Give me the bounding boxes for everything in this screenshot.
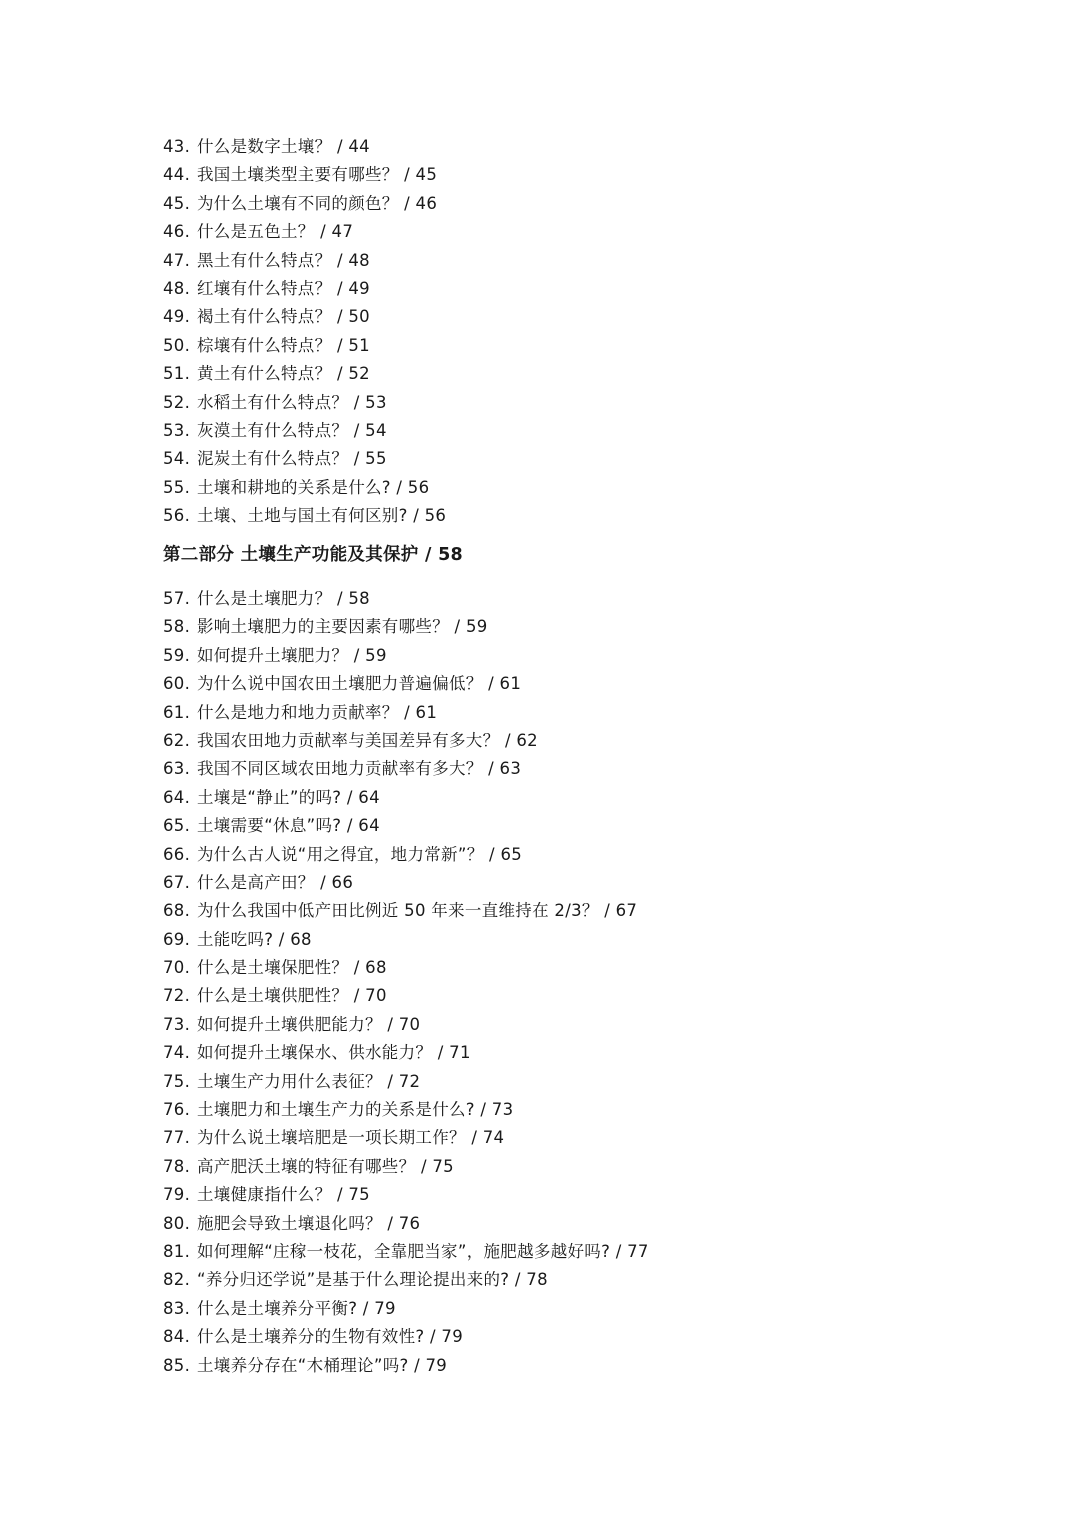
toc-entry <box>163 1039 1003 1067</box>
toc-entry <box>163 1011 1003 1039</box>
toc-entry <box>163 982 1003 1010</box>
toc-entry <box>163 133 1003 161</box>
toc-entry-number: 64. <box>163 787 191 807</box>
toc-entry <box>163 1323 1003 1351</box>
toc-entry-title: 为什么我国中低产田比例近 50 年来一直维持在 2/3？ / 67 <box>197 901 638 921</box>
toc-entry <box>163 474 1003 502</box>
toc-entry-number: 77. <box>163 1128 191 1148</box>
toc-entry-number: 76. <box>163 1100 191 1120</box>
toc-entry <box>163 332 1003 360</box>
toc-entry-title: 土壤需要“休息”吗? / 64 <box>197 816 380 836</box>
toc-entry-number: 80. <box>163 1213 191 1233</box>
toc-entry-number: 56. <box>163 506 191 526</box>
toc-entry-title: 什么是土壤保肥性？ / 68 <box>197 958 387 978</box>
toc-entry <box>163 1352 1003 1380</box>
toc-entry-title: 为什么土壤有不同的颜色？ / 46 <box>197 193 438 213</box>
toc-list-part-one <box>163 133 1003 530</box>
toc-entry-title: 灰漠土有什么特点？ / 54 <box>197 420 387 440</box>
toc-entry <box>163 755 1003 783</box>
toc-entry <box>163 869 1003 897</box>
toc-entry-title: 土壤生产力用什么表征？ / 72 <box>197 1071 421 1091</box>
toc-entry-title: 如何提升土壤供肥能力？ / 70 <box>197 1014 421 1034</box>
toc-entry-title: 水稻土有什么特点？ / 53 <box>197 392 387 412</box>
toc-entry-title: 高产肥沃土壤的特征有哪些？ / 75 <box>197 1156 454 1176</box>
toc-entry-title: 土壤养分存在“木桶理论”吗? / 79 <box>197 1355 448 1375</box>
toc-entry-title: 什么是土壤肥力？ / 58 <box>197 589 370 608</box>
toc-entry <box>163 445 1003 473</box>
toc-entry <box>163 841 1003 869</box>
toc-entry <box>163 727 1003 755</box>
toc-entry-number: 59. <box>163 645 191 665</box>
toc-entry <box>163 670 1003 698</box>
toc-entry-number: 55. <box>163 477 191 497</box>
toc-entry-number: 65. <box>163 816 191 836</box>
toc-entry-number: 51. <box>163 364 191 384</box>
toc-entry-number: 84. <box>163 1327 191 1347</box>
toc-entry <box>163 161 1003 189</box>
toc-entry <box>163 1181 1003 1209</box>
toc-entry-number: 75. <box>163 1071 191 1091</box>
toc-entry-number: 62. <box>163 730 191 750</box>
toc-entry-title: 什么是五色土？ / 47 <box>197 222 354 242</box>
toc-entry <box>163 1266 1003 1294</box>
toc-entry <box>163 812 1003 840</box>
toc-entry-number: 69. <box>163 929 191 949</box>
toc-entry-title: 土壤健康指什么？ / 75 <box>197 1185 370 1205</box>
toc-entry-number: 44. <box>163 165 191 185</box>
toc-entry-number: 66. <box>163 844 191 864</box>
toc-entry-title: 我国农田地力贡献率与美国差异有多大？ / 62 <box>197 730 538 750</box>
toc-entry <box>163 1096 1003 1124</box>
toc-entry-number: 54. <box>163 449 191 469</box>
toc-entry <box>163 389 1003 417</box>
toc-entry-title: 土壤和耕地的关系是什么? / 56 <box>197 477 430 497</box>
toc-entry-title: 土壤肥力和土壤生产力的关系是什么? / 73 <box>197 1100 514 1120</box>
toc-entry-title: 泥炭土有什么特点？ / 55 <box>197 449 387 469</box>
toc-entry-number: 72. <box>163 986 191 1006</box>
toc-entry-title: 土能吃吗? / 68 <box>197 929 312 949</box>
toc-entry-title: 为什么古人说“用之得宜，地力常新”？ / 65 <box>197 844 523 864</box>
toc-entry-number: 46. <box>163 222 191 242</box>
toc-entry <box>163 954 1003 982</box>
toc-entry-number: 48. <box>163 278 191 298</box>
toc-entry-number: 52. <box>163 392 191 412</box>
toc-entry <box>163 275 1003 303</box>
toc-entry-title: 土壤、土地与国土有何区别? / 56 <box>197 506 447 526</box>
section-heading: 第二部分 土壤生产功能及其保护 / 58 <box>163 545 464 565</box>
toc-entry-number: 79. <box>163 1185 191 1205</box>
toc-entry <box>163 360 1003 388</box>
toc-entry <box>163 926 1003 954</box>
toc-entry <box>163 502 1003 530</box>
toc-entry <box>163 897 1003 925</box>
toc-entry <box>163 585 1003 613</box>
toc-entry-title: 为什么说中国农田土壤肥力普遍偏低？ / 61 <box>197 674 522 694</box>
toc-entry <box>163 1153 1003 1181</box>
toc-entry-number: 74. <box>163 1043 191 1063</box>
toc-entry <box>163 699 1003 727</box>
toc-entry-title: 我国不同区域农田地力贡献率有多大？ / 63 <box>197 759 522 779</box>
toc-entry-number: 60. <box>163 674 191 694</box>
toc-entry-number: 53. <box>163 420 191 440</box>
toc-entry <box>163 642 1003 670</box>
toc-entry-title: 褐土有什么特点？ / 50 <box>197 307 370 327</box>
toc-entry-title: 施肥会导致土壤退化吗？ / 76 <box>197 1213 421 1233</box>
toc-entry <box>163 784 1003 812</box>
toc-entry <box>163 1068 1003 1096</box>
toc-entry-title: 影响土壤肥力的主要因素有哪些？ / 59 <box>197 617 488 637</box>
toc-entry-number: 50. <box>163 335 191 355</box>
toc-entry-title: 什么是土壤供肥性？ / 70 <box>197 986 387 1006</box>
toc-entry-title: 什么是地力和地力贡献率？ / 61 <box>197 702 438 722</box>
toc-entry-title: 如何提升土壤肥力？ / 59 <box>197 645 387 665</box>
toc-entry-number: 68. <box>163 901 191 921</box>
toc-entry <box>163 1124 1003 1152</box>
toc-entry-number: 63. <box>163 759 191 779</box>
toc-entry-number: 85. <box>163 1355 191 1375</box>
toc-entry-title: 棕壤有什么特点？ / 51 <box>197 335 370 355</box>
toc-entry-title: “养分归还学说”是基于什么理论提出来的? / 78 <box>197 1270 548 1290</box>
toc-entry-number: 67. <box>163 872 191 892</box>
toc-entry <box>163 218 1003 246</box>
toc-entry-number: 58. <box>163 617 191 637</box>
toc-entry <box>163 1238 1003 1266</box>
toc-entry-number: 49. <box>163 307 191 327</box>
toc-entry-title: 红壤有什么特点？ / 49 <box>197 278 370 298</box>
toc-entry-title: 如何提升土壤保水、供水能力？ / 71 <box>197 1043 471 1063</box>
toc-entry-number: 43. <box>163 137 191 156</box>
toc-entry-number: 57. <box>163 589 191 608</box>
toc-entry-number: 82. <box>163 1270 191 1290</box>
toc-entry-title: 黄土有什么特点？ / 52 <box>197 364 370 384</box>
toc-entry-title: 我国土壤类型主要有哪些？ / 45 <box>197 165 438 185</box>
toc-entry-title: 什么是土壤养分平衡? / 79 <box>197 1298 396 1318</box>
toc-entry-number: 83. <box>163 1298 191 1318</box>
toc-entry-title: 什么是数字土壤？ / 44 <box>197 137 370 156</box>
toc-entry-title: 黑土有什么特点？ / 48 <box>197 250 370 270</box>
toc-entry-number: 73. <box>163 1014 191 1034</box>
toc-entry-number: 45. <box>163 193 191 213</box>
toc-entry <box>163 1210 1003 1238</box>
toc-entry-number: 70. <box>163 958 191 978</box>
toc-entry-title: 如何理解“庄稼一枝花，全靠肥当家”，施肥越多越好吗? / 77 <box>197 1241 649 1261</box>
toc-entry <box>163 247 1003 275</box>
toc-entry-number: 47. <box>163 250 191 270</box>
toc-entry-title: 土壤是“静止”的吗? / 64 <box>197 787 380 807</box>
toc-list-part-two <box>163 585 1003 1380</box>
toc-entry <box>163 613 1003 641</box>
toc-entry-number: 81. <box>163 1241 191 1261</box>
toc-entry-title: 什么是高产田？ / 66 <box>197 872 354 892</box>
toc-entry <box>163 1295 1003 1323</box>
toc-entry-number: 78. <box>163 1156 191 1176</box>
toc-entry-title: 什么是土壤养分的生物有效性? / 79 <box>197 1327 464 1347</box>
toc-entry <box>163 417 1003 445</box>
toc-entry-title: 为什么说土壤培肥是一项长期工作？ / 74 <box>197 1128 505 1148</box>
toc-entry-number: 61. <box>163 702 191 722</box>
toc-entry <box>163 303 1003 331</box>
toc-entry <box>163 190 1003 218</box>
